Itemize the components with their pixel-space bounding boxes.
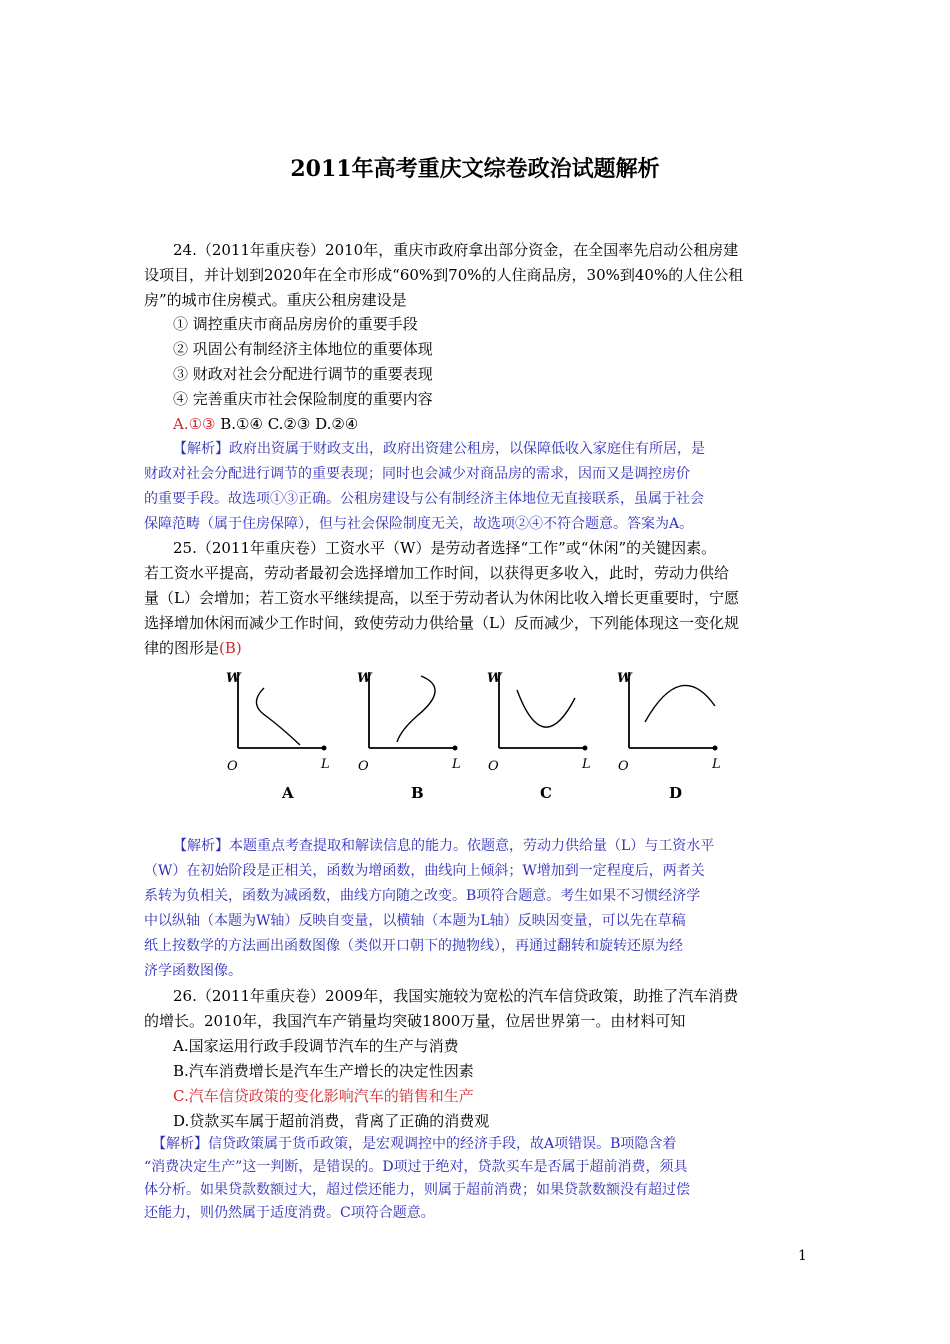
graph-d-x-label: L — [712, 757, 721, 772]
q24-line-3: 房”的城市住房模式。重庆公租房建设是 — [144, 291, 407, 309]
q25-analysis-3: 系转为负相关，函数为减函数，曲线方向随之改变。B项符合题意。考生如果不习惯经济学 — [144, 888, 701, 904]
q24-analysis-4: 保障范畴（属于住房保障），但与社会保险制度无关，故选项②④不符合题意。答案为A。 — [144, 516, 694, 532]
graph-a-y-label: W — [226, 671, 241, 686]
q26-option-d: D.贷款买车属于超前消费，背离了正确的消费观 — [173, 1112, 490, 1130]
page-number: 1 — [798, 1248, 807, 1264]
graph-a — [224, 660, 336, 775]
q26-option-a: A.国家运用行政手段调节汽车的生产与消费 — [173, 1037, 459, 1055]
q25-analysis-5: 纸上按数学的方法画出函数图像（类似开口朝下的抛物线），再通过翻转和旋转还原为经 — [144, 938, 683, 954]
q25-line-1: 25.（2011年重庆卷）工资水平（W）是劳动者选择“工作”或“休闲”的关键因素。 — [173, 539, 717, 557]
graph-b-label: B — [411, 784, 424, 802]
q24-analysis-3: 的重要手段。故选项①③正确。公租房建设与公有制经济主体地位无直接联系，虽属于社会 — [144, 491, 704, 507]
q26-analysis-3: 体分析。如果贷款数额过大，超过偿还能力，则属于超前消费；如果贷款数额没有超过偿 — [144, 1182, 690, 1198]
q24-line-2: 设项目，并计划到2020年在全市形成“60%到70%的人住商品房，30%到40%的人住公租 — [144, 266, 744, 284]
q26-analysis-1: 【解析】信贷政策属于货币政策，是宏观调控中的经济手段，故A项错误。B项隐含着 — [152, 1136, 677, 1152]
q25-last-line: 律的图形是 — [144, 639, 220, 657]
q24-other-answers: B.①④ C.②③ D.②④ — [215, 415, 359, 433]
graph-d-label: D — [669, 784, 683, 802]
graph-c-label: C — [540, 784, 552, 802]
q25-line-3: 量（L）会增加；若工资水平继续提高，以至于劳动者认为休闲比收入增长更重要时，宁愿 — [144, 589, 739, 607]
q24-analysis-2: 财政对社会分配进行调节的重要表现；同时也会减少对商品房的需求，因而又是调控房价 — [144, 466, 690, 482]
q25-line-2: 若工资水平提高，劳动者最初会选择增加工作时间，以获得更多收入，此时，劳动力供给 — [144, 564, 730, 582]
q24-option-2: ② 巩固公有制经济主体地位的重要体现 — [173, 340, 433, 358]
graph-a-x-label: L — [321, 757, 330, 772]
graph-b-y-label: W — [357, 671, 372, 686]
graph-d-origin: O — [618, 759, 629, 774]
graph-d — [615, 660, 727, 775]
graph-c-x-label: L — [582, 757, 591, 772]
q24-option-1: ① 调控重庆市商品房房价的重要手段 — [173, 315, 418, 333]
q26-line-1: 26.（2011年重庆卷）2009年，我国实施较为宽松的汽车信贷政策，助推了汽车消费 — [173, 987, 739, 1005]
q25-analysis-2: （W）在初始阶段是正相关，函数为增函数，曲线向上倾斜；W增加到一定程度后，两者关 — [144, 863, 705, 879]
q26-analysis-4: 还能力，则仍然属于适度消费。C项符合题意。 — [144, 1205, 435, 1221]
graph-c-y-label: W — [487, 671, 502, 686]
q24-option-4: ④ 完善重庆市社会保险制度的重要内容 — [173, 390, 433, 408]
graph-b — [355, 660, 467, 775]
q25-analysis-4: 中以纵轴（本题为W轴）反映自变量，以横轴（本题为L轴）反映因变量，可以先在草稿 — [144, 913, 686, 929]
graph-c-origin: O — [488, 759, 499, 774]
q24-analysis-1: 【解析】政府出资属于财政支出，政府出资建公租房，以保障低收入家庭住有所居，是 — [173, 441, 705, 457]
q26-analysis-2: “消费决定生产”这一判断，是错误的。D项过于绝对，贷款买车是否属于超前消费，须具 — [144, 1159, 688, 1175]
q25-analysis-6: 济学函数图像。 — [144, 963, 242, 979]
q25-line-4: 选择增加休闲而减少工作时间，致使劳动力供给量（L）反而减少，下列能体现这一变化规 — [144, 614, 739, 632]
q25-analysis-1: 【解析】本题重点考查提取和解读信息的能力。依题意，劳动力供给量（L）与工资水平 — [173, 838, 715, 854]
graph-d-y-label: W — [617, 671, 632, 686]
graph-b-x-label: L — [452, 757, 461, 772]
q24-correct-answer: A.①③ — [173, 415, 216, 433]
page-title: 2011年高考重庆文综卷政治试题解析 — [290, 156, 660, 182]
graph-b-origin: O — [358, 759, 369, 774]
q24-option-3: ③ 财政对社会分配进行调节的重要表现 — [173, 365, 433, 383]
graph-c — [485, 660, 597, 775]
graph-a-origin: O — [227, 759, 238, 774]
q24-answer-line — [173, 414, 358, 434]
q26-option-b: B.汽车消费增长是汽车生产增长的决定性因素 — [173, 1062, 474, 1080]
q25-answer: (B) — [219, 639, 242, 657]
q24-line-1: 24.（2011年重庆卷）2010年，重庆市政府拿出部分资金，在全国率先启动公租房建 — [173, 241, 739, 259]
q26-option-c: C.汽车信贷政策的变化影响汽车的销售和生产 — [173, 1087, 474, 1105]
graph-a-label: A — [282, 784, 294, 802]
q25-line-5 — [144, 638, 242, 658]
q26-line-2: 的增长。2010年，我国汽车产销量均突破1800万量，位居世界第一。由材料可知 — [144, 1012, 686, 1030]
